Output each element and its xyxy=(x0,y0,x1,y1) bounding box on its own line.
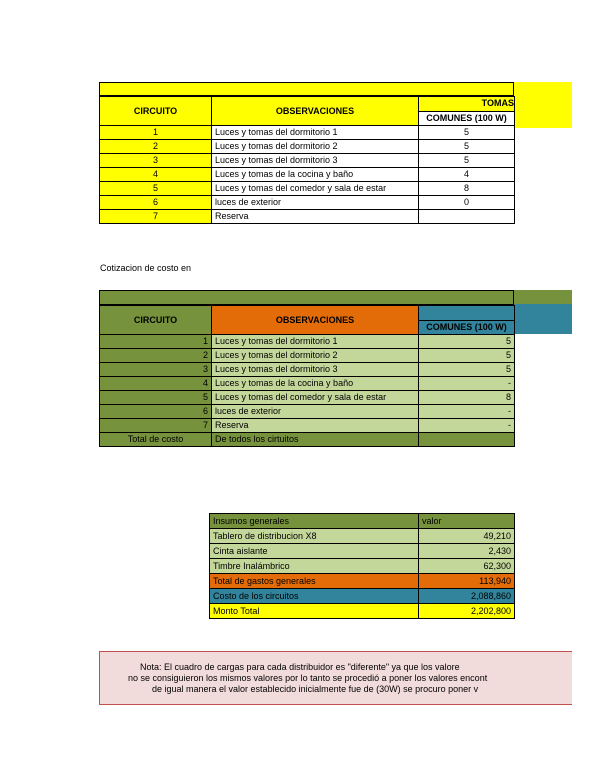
table2-title-bar xyxy=(99,290,514,305)
table3 xyxy=(209,513,515,619)
table-row xyxy=(100,168,515,182)
t3-item-label: Timbre Inalámbrico xyxy=(210,559,419,574)
t2-circuit-num: 6 xyxy=(100,405,212,419)
t3-monto-total-value: 2,202,800 xyxy=(419,604,515,619)
t2-circuit-num: 1 xyxy=(100,335,212,349)
t2-total-value xyxy=(419,433,515,447)
table-row xyxy=(100,196,515,210)
t2-observation: Luces y tomas del dormitorio 3 xyxy=(212,363,419,377)
t1-observation: Reserva xyxy=(212,210,419,224)
t1-observation: Luces y tomas del dormitorio 2 xyxy=(212,140,419,154)
table1-top-yellow-band xyxy=(514,82,572,128)
t3-monto-total-label: Monto Total xyxy=(210,604,419,619)
note-line-1: Nota: El cuadro de cargas para cada distribuidor es "diferente" ya que los valore xyxy=(140,662,460,672)
table-row xyxy=(100,140,515,154)
t1-value: 8 xyxy=(419,182,515,196)
t1-value xyxy=(419,210,515,224)
t2-total-label: Total de costo xyxy=(100,433,212,447)
table-row xyxy=(210,559,515,574)
t1-observation: luces de exterior xyxy=(212,196,419,210)
t3-header-value: valor xyxy=(419,514,515,529)
table-row xyxy=(210,574,515,589)
t2-circuit-num: 3 xyxy=(100,363,212,377)
table-row xyxy=(100,182,515,196)
t1-header-comunes: COMUNES (100 W) xyxy=(419,111,515,126)
t2-value: 8 xyxy=(419,391,515,405)
table2 xyxy=(99,305,515,447)
table2-right-teal-band xyxy=(514,304,572,334)
t1-value: 4 xyxy=(419,168,515,182)
t3-total-gastos-value: 113,940 xyxy=(419,574,515,589)
table-total-row xyxy=(100,433,515,447)
t2-total-obs: De todos los cirtuitos xyxy=(212,433,419,447)
t2-header-comunes: COMUNES (100 W) xyxy=(419,320,515,335)
table-row xyxy=(100,210,515,224)
table-row xyxy=(100,126,515,140)
t3-total-gastos-label: Total de gastos generales xyxy=(210,574,419,589)
t2-circuit-num: 2 xyxy=(100,349,212,363)
t2-circuit-num: 4 xyxy=(100,377,212,391)
t2-observation: Luces y tomas del dormitorio 2 xyxy=(212,349,419,363)
t1-circuit-num: 2 xyxy=(100,140,212,154)
t2-observation: Reserva xyxy=(212,419,419,433)
table-row xyxy=(210,604,515,619)
t1-header-tomas: TOMAS xyxy=(419,97,515,112)
t1-circuit-num: 5 xyxy=(100,182,212,196)
t1-value: 0 xyxy=(419,196,515,210)
table-row xyxy=(210,529,515,544)
t2-observation: luces de exterior xyxy=(212,405,419,419)
t2-value: 5 xyxy=(419,349,515,363)
t3-header-label: Insumos generales xyxy=(210,514,419,529)
t2-header-circuito: CIRCUITO xyxy=(100,306,212,335)
table-row xyxy=(100,377,515,391)
table-row xyxy=(100,419,515,433)
t3-item-value: 49,210 xyxy=(419,529,515,544)
table-row xyxy=(210,589,515,604)
t2-circuit-num: 7 xyxy=(100,419,212,433)
table-row xyxy=(100,335,515,349)
table1 xyxy=(99,96,515,224)
t3-item-value: 2,430 xyxy=(419,544,515,559)
t3-item-value: 62,300 xyxy=(419,559,515,574)
table-row xyxy=(100,349,515,363)
t3-item-label: Cinta aislante xyxy=(210,544,419,559)
t2-header-observaciones: OBSERVACIONES xyxy=(212,306,419,335)
t1-circuit-num: 3 xyxy=(100,154,212,168)
t3-costo-circuitos-value: 2,088,860 xyxy=(419,589,515,604)
note-box xyxy=(99,651,572,705)
table2-right-green-band xyxy=(514,290,572,304)
t1-circuit-num: 4 xyxy=(100,168,212,182)
t1-header-circuito: CIRCUITO xyxy=(100,97,212,126)
table-row xyxy=(100,391,515,405)
table-row xyxy=(210,544,515,559)
t1-observation: Luces y tomas del dormitorio 1 xyxy=(212,126,419,140)
t1-value: 5 xyxy=(419,140,515,154)
t1-circuit-num: 7 xyxy=(100,210,212,224)
t1-value: 5 xyxy=(419,126,515,140)
t2-value: - xyxy=(419,405,515,419)
t2-observation: Luces y tomas del comedor y sala de estar xyxy=(212,391,419,405)
t2-observation: Luces y tomas de la cocina y baño xyxy=(212,377,419,391)
t1-observation: Luces y tomas de la cocina y baño xyxy=(212,168,419,182)
t3-costo-circuitos-label: Costo de los circuitos xyxy=(210,589,419,604)
t2-header-blank xyxy=(419,306,515,321)
t2-value: 5 xyxy=(419,363,515,377)
table-row xyxy=(100,154,515,168)
t2-observation: Luces y tomas del dormitorio 1 xyxy=(212,335,419,349)
table-row xyxy=(100,363,515,377)
t1-observation: Luces y tomas del comedor y sala de estar xyxy=(212,182,419,196)
t2-circuit-num: 5 xyxy=(100,391,212,405)
t1-circuit-num: 6 xyxy=(100,196,212,210)
t2-value: - xyxy=(419,377,515,391)
t2-value: - xyxy=(419,419,515,433)
table-row xyxy=(100,405,515,419)
t3-item-label: Tablero de distribucion X8 xyxy=(210,529,419,544)
table1-title-bar xyxy=(99,82,514,96)
caption-text: Cotizacion de costo en xyxy=(100,263,192,273)
t2-value: 5 xyxy=(419,335,515,349)
t1-value: 5 xyxy=(419,154,515,168)
t1-circuit-num: 1 xyxy=(100,126,212,140)
t1-header-observaciones: OBSERVACIONES xyxy=(212,97,419,126)
note-line-3: de igual manera el valor establecido inicialmente fue de (30W) se procuro poner v xyxy=(152,684,479,694)
t1-observation: Luces y tomas del dormitorio 3 xyxy=(212,154,419,168)
note-line-2: no se consiguieron los mismos valores por lo tanto se procedió a poner los valores encont xyxy=(128,673,488,683)
